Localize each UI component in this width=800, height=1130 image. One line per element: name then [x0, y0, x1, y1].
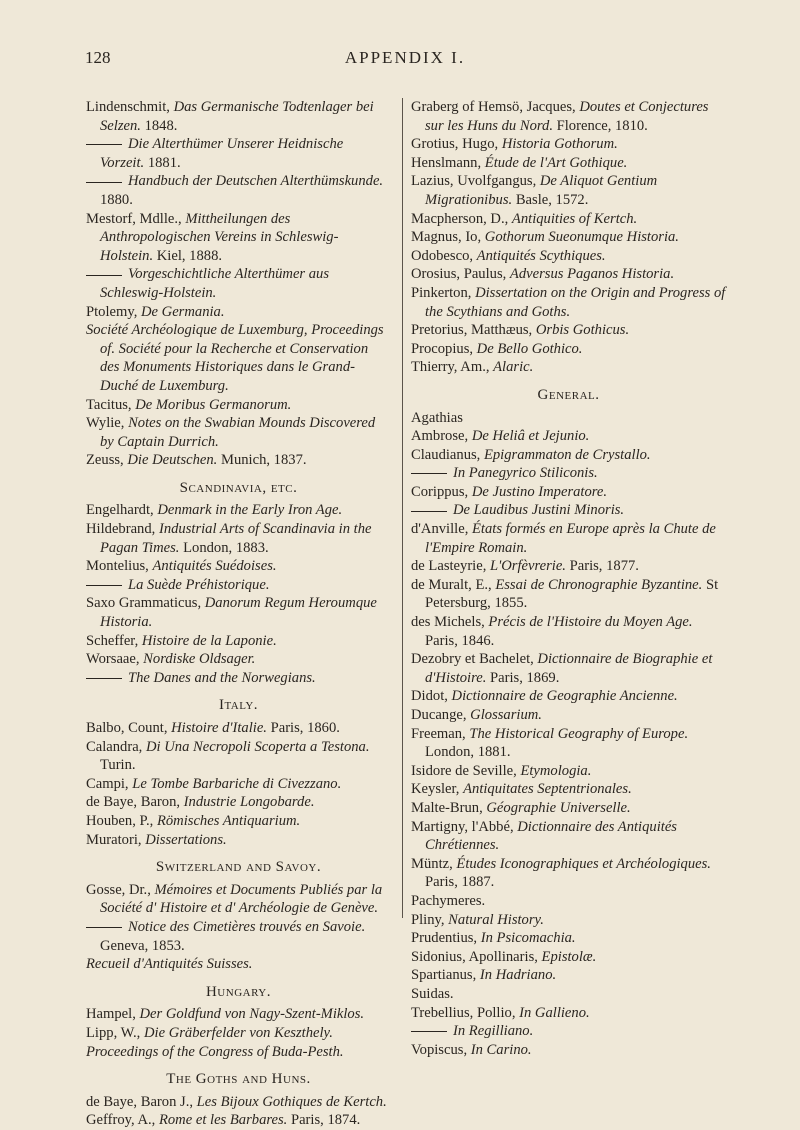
entry-imprint: Paris, 1846. — [425, 632, 495, 649]
bibliography-entry — [411, 1004, 726, 1023]
bibliography-entry — [86, 738, 391, 775]
ditto-dash — [86, 144, 122, 145]
entry-imprint: Paris, 1874. — [287, 1112, 361, 1129]
entry-imprint: St Petersburg, 1855. — [425, 576, 719, 612]
entry-author: Trebellius, Pollio, — [411, 1004, 520, 1021]
column-divider — [402, 98, 403, 918]
bibliography-entry — [411, 799, 726, 818]
ditto-dash — [86, 585, 122, 586]
bibliography-entry — [86, 955, 391, 974]
entry-imprint: London, 1883. — [179, 539, 269, 556]
bibliography-entry — [411, 284, 726, 321]
entry-author: Calandra, — [86, 738, 146, 755]
bibliography-entry — [411, 321, 726, 340]
entry-author: Pinkerton, — [411, 284, 476, 301]
bibliography-entry — [86, 594, 391, 631]
entry-author: Malte-Brun, — [411, 799, 487, 816]
entry-author: Sidonius, Apollinaris, — [411, 948, 542, 965]
entry-author: Campi, — [86, 775, 133, 792]
entry-author: Saxo Grammaticus, — [86, 595, 205, 612]
entry-author: Hampel, — [86, 1006, 140, 1023]
entry-author: Corippus, — [411, 483, 472, 500]
entry-author: Engelhardt, — [86, 502, 158, 519]
bibliography-entry — [86, 172, 391, 209]
bibliography-entry — [411, 501, 726, 520]
right-column — [411, 98, 726, 1059]
ditto-dash — [86, 275, 122, 276]
bibliography-entry — [86, 918, 391, 955]
section-heading: Italy. — [218, 697, 259, 714]
entry-title: États formés en Europe après la Chute de l'Empire Romain. — [425, 521, 716, 556]
entry-imprint: Munich, 1837. — [217, 452, 307, 469]
entry-author: Pliny, — [411, 911, 449, 928]
entry-title: Les Bijoux Gothiques de Kertch. — [196, 1093, 387, 1110]
entry-title: Epistolæ. — [541, 948, 597, 965]
entry-author: Pachymeres. — [411, 892, 486, 909]
entry-title: De Aliquot Gentium Migrationibus. — [425, 173, 658, 208]
entry-imprint: 1848. — [140, 117, 178, 134]
bibliography-entry — [411, 966, 726, 985]
entry-title: Proceedings of the Congress of Buda-Pesth. — [86, 1043, 344, 1060]
bibliography-entry — [86, 557, 391, 576]
entry-title: Géographie Universelle. — [486, 799, 631, 816]
entry-title: Glossarium. — [470, 707, 542, 723]
bibliography-entry — [411, 557, 726, 576]
bibliography-entry — [411, 358, 726, 377]
entry-title: Die Deutschen. — [127, 452, 218, 469]
section-heading: Scandinavia, etc. — [179, 479, 298, 496]
running-title: APPENDIX I. — [344, 48, 466, 67]
entry-author: Lazius, Uvolfgangus, — [411, 173, 540, 190]
entry-title: Recueil d'Antiquités Suisses. — [86, 956, 253, 973]
entry-imprint: Turin. — [100, 757, 136, 774]
bibliography-entry — [411, 228, 726, 247]
entry-author: Montelius, — [86, 558, 153, 575]
bibliography-entry — [86, 303, 391, 322]
entry-author: Agathias — [411, 409, 463, 426]
entry-title: In Carino. — [470, 1041, 532, 1058]
entry-author: Muratori, — [86, 831, 146, 848]
bibliography-entry — [411, 464, 726, 483]
entry-author: Ptolemy, — [86, 303, 141, 320]
entry-title: De Moribus Germanorum. — [135, 396, 292, 413]
bibliography-entry — [86, 135, 391, 172]
entry-author: Henslmann, — [411, 154, 485, 171]
bibliography-entry — [411, 780, 726, 799]
entry-imprint: London, 1881. — [425, 744, 511, 761]
entry-title: Epigrammaton de Crystallo. — [483, 446, 651, 463]
entry-author: Tacitus, — [86, 396, 136, 413]
entry-title: Danorum Regum Heroumque Historia. — [100, 595, 377, 631]
entry-title: Nordiske Oldsager. — [143, 651, 256, 668]
bibliography-entry — [411, 762, 726, 781]
entry-title: In Gallieno. — [519, 1004, 590, 1021]
section-heading: Hungary. — [205, 983, 272, 1000]
entry-author: Thierry, Am., — [411, 359, 494, 376]
entry-title: Natural History. — [448, 911, 544, 928]
entry-title: La Suède Préhistorique. — [128, 576, 270, 593]
entry-title: Dictionnaire des Antiquités Chrétiennes. — [425, 818, 677, 854]
entry-author: Odobesco, — [411, 247, 477, 264]
entry-title: Notice des Cimetières trouvés en Savoie. — [128, 918, 366, 935]
entry-author: Mestorf, Mdlle., — [86, 210, 186, 227]
entry-title: Handbuch der Deutschen Alterthümskunde. — [128, 173, 384, 190]
ditto-dash — [411, 511, 447, 512]
entry-title: Histoire de la Laponie. — [141, 632, 277, 649]
ditto-dash — [86, 182, 122, 183]
entry-title: Industrie Longobarde. — [183, 794, 315, 811]
entry-title: Précis de l'Histoire du Moyen Age. — [488, 614, 693, 631]
bibliography-entry — [411, 483, 726, 502]
bibliography-entry — [86, 632, 391, 651]
entry-imprint: 1880. — [100, 191, 133, 208]
bibliography-entry — [86, 669, 391, 688]
bibliography-entry — [411, 650, 726, 687]
entry-author: Magnus, Io, — [411, 229, 485, 246]
entry-author: Grotius, Hugo, — [411, 136, 502, 153]
entry-author: Zeuss, — [86, 452, 128, 469]
bibliography-entry — [411, 446, 726, 465]
bibliography-entry — [86, 321, 391, 395]
bibliography-entry — [86, 793, 391, 812]
entry-title: Essai de Chronographie Byzantine. — [495, 576, 703, 593]
entry-title: Römisches Antiquarium. — [156, 812, 301, 829]
entry-author: Lindenschmit, — [86, 99, 174, 115]
ditto-dash — [86, 927, 122, 928]
bibliography-entry — [86, 396, 391, 415]
entry-title: Doutes et Conjectures sur les Huns du Nord. — [425, 99, 709, 134]
bibliography-entry — [411, 210, 726, 229]
entry-title: Antiquities of Kertch. — [511, 210, 638, 227]
entry-author: Prudentius, — [411, 930, 481, 947]
entry-author: Claudianus, — [411, 446, 484, 463]
bibliography-entry — [86, 1024, 391, 1043]
entry-author: Gosse, Dr., — [86, 881, 155, 898]
entry-title: Gothorum Sueonumque Historia. — [484, 229, 679, 246]
entry-title: In Psicomachia. — [480, 930, 576, 947]
entry-author: Houben, P., — [86, 812, 157, 829]
bibliography-entry — [411, 172, 726, 209]
ditto-dash — [411, 473, 447, 474]
entry-author: Freeman, — [411, 725, 470, 742]
bibliography-entry — [86, 1005, 391, 1024]
entry-title: Historia Gothorum. — [501, 136, 618, 153]
entry-imprint: 1881. — [144, 154, 181, 171]
entry-title: De Justino Imperatore. — [471, 483, 608, 500]
entry-imprint: Paris, 1887. — [425, 874, 495, 891]
entry-title: In Hadriano. — [479, 967, 557, 984]
entry-title: Das Germanische Todtenlager bei Selzen. — [100, 99, 374, 134]
entry-title: Alaric. — [493, 359, 534, 376]
bibliography-entry — [86, 1043, 391, 1062]
entry-author: Balbo, Count, — [86, 720, 172, 736]
entry-title: Orbis Gothicus. — [535, 322, 630, 339]
bibliography-entry — [411, 154, 726, 173]
entry-author: Didot, — [411, 688, 452, 705]
entry-title: Société Archéologique de Luxemburg, Proceedings of. Société pour la Recherche et Conservation des Monuments Historiques dans le Grand-Duché de Luxemburg. — [86, 322, 384, 394]
bibliography-entry — [411, 613, 726, 650]
entry-author: d'Anville, — [411, 521, 472, 538]
bibliography-entry — [411, 576, 726, 613]
entry-author: Ambrose, — [411, 428, 472, 445]
bibliography-entry — [86, 812, 391, 831]
section-heading: General. — [537, 386, 600, 403]
ditto-dash — [86, 678, 122, 679]
entry-author: Hildebrand, — [86, 521, 159, 538]
entry-title: De Laudibus Justini Minoris. — [453, 502, 625, 519]
entry-imprint: Paris, 1877. — [565, 558, 639, 575]
bibliography-entry — [411, 520, 726, 557]
entry-title: L'Orfèvrerie. — [490, 558, 566, 575]
bibliography-entry — [86, 1111, 391, 1130]
entry-title: Industrial Arts of Scandinavia in the Pagan Times. — [100, 521, 372, 556]
bibliography-entry — [411, 340, 726, 359]
bibliography-entry — [411, 247, 726, 266]
left-column — [86, 98, 391, 1130]
entry-title: Dissertation on the Origin and Progress of the Scythians and Goths. — [425, 284, 726, 320]
entry-title: Denmark in the Early Iron Age. — [157, 502, 343, 519]
entry-title: Histoire d'Italie. — [171, 720, 267, 736]
entry-author: Müntz, — [411, 855, 457, 872]
entry-author: Pretorius, Matthæus, — [411, 322, 536, 339]
entry-title: Mittheilungen des Anthropologischen Vereins in Schleswig-Holstein. — [100, 210, 339, 264]
entry-author: Lipp, W., — [86, 1024, 144, 1041]
bibliography-entry — [411, 98, 726, 135]
section-heading: The Goths and Huns. — [166, 1071, 311, 1088]
bibliography-entry — [411, 687, 726, 706]
bibliography-entry — [86, 414, 391, 451]
bibliography-entry — [86, 576, 391, 595]
entry-title: Antiquités Suédoises. — [152, 558, 277, 575]
bibliography-entry — [86, 650, 391, 669]
entry-author: Spartianus, — [411, 967, 480, 984]
bibliography-entry — [411, 265, 726, 284]
entry-imprint: Kiel, 1888. — [153, 247, 223, 264]
bibliography-entry — [86, 831, 391, 850]
bibliography-entry — [411, 911, 726, 930]
entry-title: In Regilliano. — [453, 1023, 534, 1040]
entry-title: De Heliâ et Jejunio. — [471, 428, 590, 445]
bibliography-entry — [86, 719, 391, 738]
entry-imprint: Florence, 1810. — [552, 117, 648, 134]
entry-title: Adversus Paganos Historia. — [509, 266, 675, 283]
entry-title: Etymologia. — [520, 762, 592, 779]
entry-title: Étude de l'Art Gothique. — [484, 154, 628, 171]
bibliography-entry — [411, 818, 726, 855]
bibliography-entry — [86, 881, 391, 918]
entry-author: Worsaae, — [86, 651, 144, 668]
entry-title: Dictionnaire de Biographie et d'Histoire. — [425, 651, 713, 686]
bibliography-entry — [411, 409, 726, 428]
page-header — [85, 48, 725, 78]
bibliography-entry — [86, 520, 391, 557]
bibliography-entry — [411, 1022, 726, 1041]
bibliography-entry — [411, 135, 726, 154]
entry-author: Suidas. — [411, 985, 454, 1002]
entry-imprint: Paris, 1869. — [486, 669, 560, 686]
entry-imprint: Geneva, 1853. — [100, 937, 185, 954]
entry-author: de Lasteyrie, — [411, 558, 491, 575]
entry-title: Rome et les Barbares. — [158, 1112, 288, 1129]
entry-author: Ducange, — [411, 707, 471, 723]
entry-title: Die Gräberfelder von Keszthely. — [143, 1024, 333, 1041]
bibliography-entry — [411, 855, 726, 892]
entry-author: Procopius, — [411, 340, 477, 357]
bibliography-entry — [86, 501, 391, 520]
bibliography-entry — [411, 706, 726, 725]
entry-title: Die Alterthümer Unserer Heidnische Vorzeit. — [100, 136, 344, 171]
entry-author: de Baye, Baron J., — [86, 1093, 197, 1110]
entry-author: Vopiscus, — [411, 1041, 471, 1058]
entry-author: Macpherson, D., — [411, 210, 512, 227]
entry-title: Mémoires et Documents Publiés par la Société d' Histoire et d' Archéologie de Genève. — [100, 881, 383, 917]
entry-author: Geffroy, A., — [86, 1112, 159, 1129]
entry-title: Dissertations. — [145, 831, 227, 848]
entry-author: des Michels, — [411, 614, 489, 631]
entry-imprint: Paris, 1860. — [266, 720, 340, 736]
bibliography-entry — [411, 892, 726, 911]
bibliography-entry — [86, 98, 391, 135]
bibliography-entry — [86, 210, 391, 266]
entry-author: Keysler, — [411, 781, 464, 798]
section-heading: Switzerland and Savoy. — [155, 859, 322, 876]
entry-title: Études Iconographiques et Archéologiques. — [456, 855, 711, 872]
entry-title: De Bello Gothico. — [476, 340, 583, 357]
entry-title: Le Tombe Barbariche di Civezzano. — [132, 775, 342, 792]
entry-title: Dictionnaire de Geographie Ancienne. — [451, 688, 678, 705]
entry-title: De Germania. — [141, 303, 225, 320]
entry-title: The Historical Geography of Europe. — [469, 725, 689, 742]
bibliography-entry — [411, 948, 726, 967]
entry-title: Antiquitates Septentrionales. — [463, 781, 632, 798]
entry-author: Scheffer, — [86, 632, 142, 649]
entry-title: Vorgeschichtliche Alterthümer aus Schleswig-Holstein. — [100, 266, 330, 301]
bibliography-entry — [86, 775, 391, 794]
entry-author: Dezobry et Bachelet, — [411, 651, 538, 668]
entry-author: de Muralt, E., — [411, 576, 496, 593]
entry-author: Isidore de Seville, — [411, 762, 521, 779]
entry-title: Di Una Necropoli Scoperta a Testona. — [145, 738, 370, 755]
entry-author: Orosius, Paulus, — [411, 266, 510, 283]
entry-author: Wylie, — [86, 415, 129, 432]
entry-title: In Panegyrico Stiliconis. — [453, 465, 598, 482]
entry-title: Der Goldfund von Nagy-Szent-Miklos. — [139, 1006, 365, 1023]
bibliography-entry — [411, 985, 726, 1004]
bibliography-entry — [411, 725, 726, 762]
entry-author: Graberg of Hemsö, Jacques, — [411, 99, 580, 115]
bibliography-entry — [86, 1093, 391, 1112]
entry-title: Antiquités Scythiques. — [476, 247, 606, 264]
bibliography-entry — [86, 265, 391, 302]
entry-author: Martigny, l'Abbé, — [411, 818, 518, 835]
entry-title: Notes on the Swabian Mounds Discovered by Captain Durrich. — [100, 415, 376, 450]
entry-imprint: Basle, 1572. — [512, 191, 589, 208]
page-number: 128 — [85, 48, 111, 67]
entry-title: The Danes and the Norwegians. — [128, 669, 316, 686]
bibliography-entry — [411, 929, 726, 948]
ditto-dash — [411, 1031, 447, 1032]
bibliography-entry — [86, 451, 391, 470]
bibliography-entry — [411, 1041, 726, 1060]
bibliography-entry — [411, 427, 726, 446]
entry-author: de Baye, Baron, — [86, 794, 184, 811]
